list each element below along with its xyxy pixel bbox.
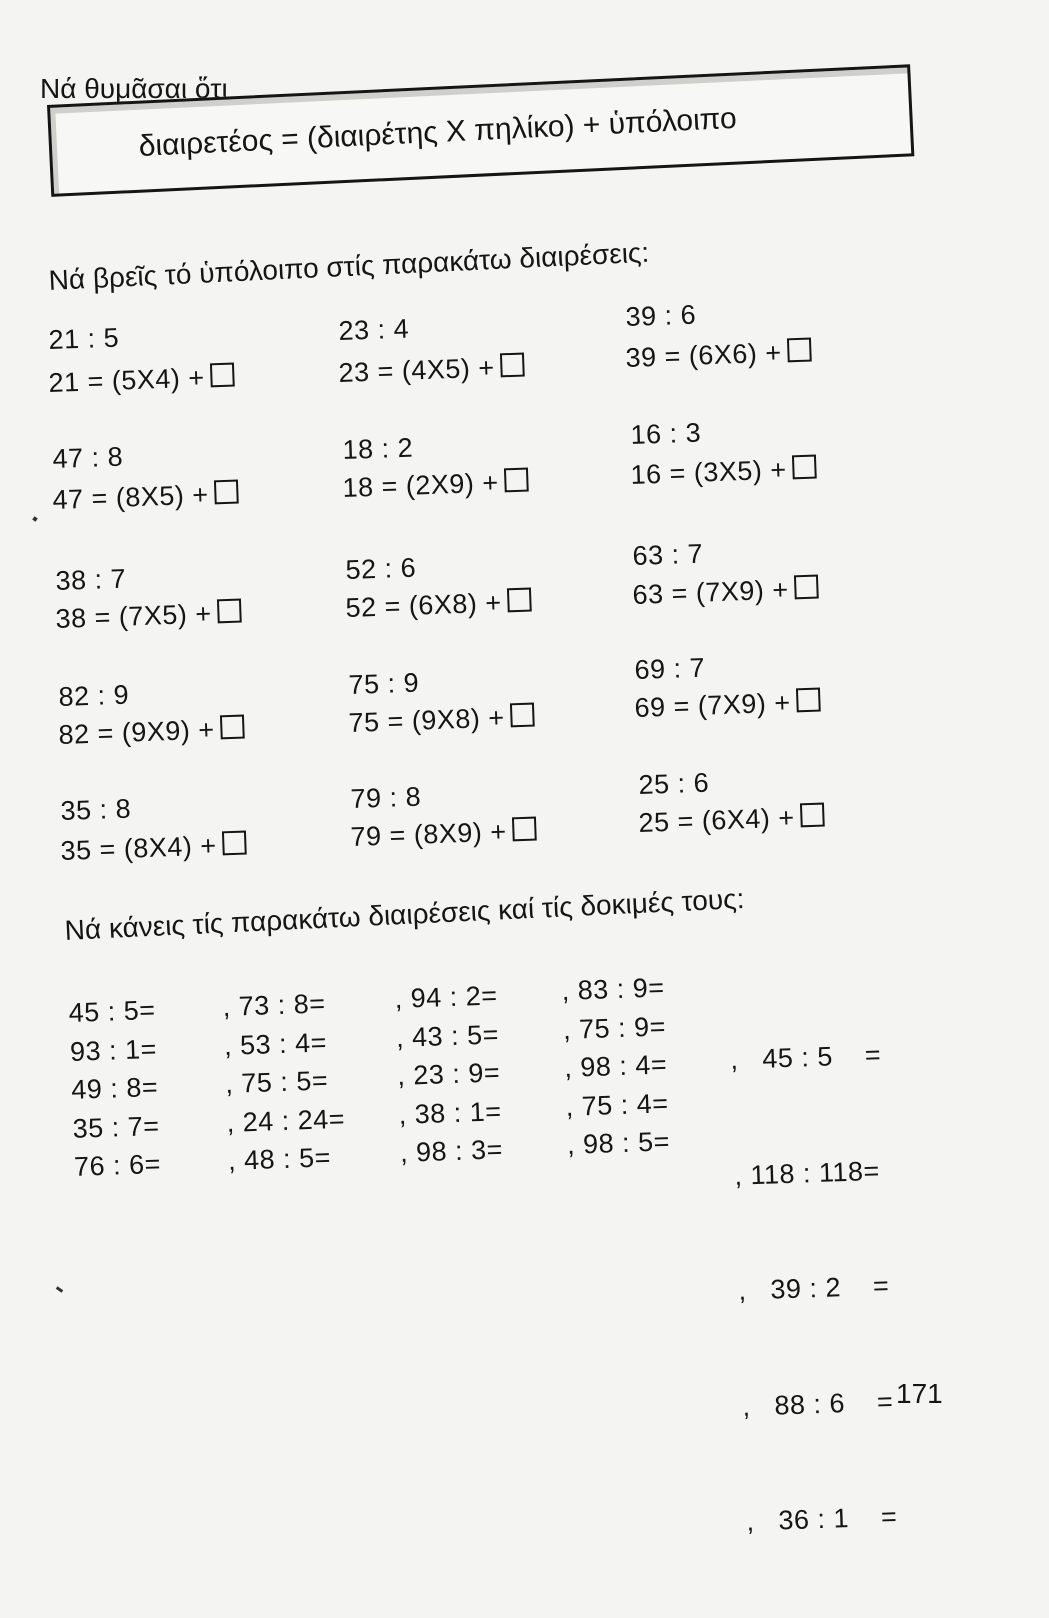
answer-box[interactable] — [510, 703, 535, 728]
exercise-equation: 82 = (9X9) + — [58, 714, 245, 751]
exercise-division: 39 : 6 — [625, 299, 697, 332]
exercise-division: 23 : 4 — [338, 313, 410, 346]
practice-item: , 94 : 2= — [394, 980, 498, 1014]
answer-box[interactable] — [220, 715, 245, 740]
answer-box[interactable] — [504, 468, 529, 493]
exercise-equation: 23 = (4X5) + — [338, 352, 525, 389]
exercise-equation: 38 = (7X5) + — [55, 598, 242, 635]
practice-column — [394, 976, 503, 1172]
answer-box[interactable] — [792, 455, 817, 480]
practice-item: , 98 : 5= — [566, 1126, 671, 1160]
practice-item: 93 : 1= — [69, 1033, 158, 1067]
exercise-equation: 75 = (9X8) + — [348, 702, 535, 739]
section2-title: Νά κάνεις τίς παρακάτω διαιρέσεις καί τίς δοκιμές τους: — [64, 882, 746, 946]
exercise-equation: 21 = (5X4) + — [48, 362, 235, 399]
practice-item: , 75 : 4= — [565, 1087, 669, 1122]
answer-box[interactable] — [794, 575, 819, 600]
exercise-division: 18 : 2 — [342, 432, 414, 465]
answer-box[interactable] — [512, 817, 537, 842]
practice-item: , 39 : 2 = — [737, 1270, 890, 1306]
exercise-division: 38 : 7 — [55, 563, 127, 596]
ink-speck — [32, 516, 38, 522]
page-number: 171 — [896, 1378, 943, 1409]
exercise-equation: 39 = (6X6) + — [625, 337, 812, 374]
practice-item: , 23 : 9= — [396, 1057, 501, 1091]
answer-box[interactable] — [507, 588, 532, 613]
practice-item: , 83 : 9= — [561, 972, 665, 1006]
practice-item: 45 : 5= — [68, 994, 156, 1028]
practice-item: 35 : 7= — [72, 1110, 160, 1144]
exercise-division: 69 : 7 — [634, 652, 706, 685]
practice-item: , 53 : 4= — [223, 1026, 328, 1061]
practice-item: , 43 : 5= — [395, 1018, 500, 1053]
exercise-equation: 79 = (8X9) + — [350, 816, 537, 853]
exercise-equation: 69 = (7X9) + — [634, 687, 821, 724]
exercise-equation: 35 = (8X4) + — [60, 830, 247, 867]
answer-box[interactable] — [222, 831, 247, 856]
practice-item: 76 : 6= — [73, 1148, 162, 1182]
exercise-equation: 25 = (6X4) + — [638, 802, 825, 839]
practice-item: , 98 : 3= — [399, 1134, 504, 1168]
answer-box[interactable] — [217, 599, 242, 624]
remember-label: Νά θυμᾶσαι ὅτι — [40, 73, 228, 104]
answer-box[interactable] — [787, 338, 812, 363]
answer-box[interactable] — [210, 363, 235, 388]
exercise-equation: 47 = (8X5) + — [52, 479, 239, 516]
exercise-division: 52 : 6 — [345, 552, 417, 585]
practice-item: , 88 : 6 = — [741, 1385, 894, 1422]
practice-column — [561, 968, 670, 1164]
practice-item: , 38 : 1= — [398, 1095, 502, 1130]
exercise-division: 35 : 8 — [60, 793, 132, 826]
exercise-division: 79 : 8 — [350, 781, 422, 814]
exercise-division: 82 : 9 — [58, 679, 130, 712]
exercise-equation: 18 = (2X9) + — [342, 467, 529, 504]
exercise-division: 47 : 8 — [52, 441, 124, 474]
answer-box[interactable] — [214, 480, 239, 505]
practice-item: , 118 : 118= — [733, 1155, 881, 1191]
practice-column — [68, 991, 161, 1186]
practice-column — [727, 959, 901, 1618]
answer-box[interactable] — [800, 803, 825, 828]
practice-item: , 48 : 5= — [227, 1142, 332, 1176]
exercise-division: 63 : 7 — [632, 538, 704, 571]
practice-item: , 36 : 1 = — [745, 1501, 898, 1537]
practice-item: , 98 : 4= — [563, 1049, 668, 1083]
exercise-equation: 16 = (3X5) + — [630, 454, 817, 491]
exercise-division: 21 : 5 — [48, 322, 120, 355]
answer-box[interactable] — [500, 353, 525, 378]
exercise-division: 75 : 9 — [348, 667, 420, 700]
exercise-equation: 52 = (6X8) + — [345, 587, 532, 624]
exercise-division: 25 : 6 — [638, 767, 710, 800]
practice-item: , 75 : 9= — [562, 1010, 667, 1045]
practice-column — [222, 984, 347, 1181]
section1-title: Νά βρεῖς τό ὑπόλοιπο στίς παρακάτω διαιρέσεις: — [48, 236, 650, 296]
practice-item: , 75 : 5= — [224, 1065, 329, 1099]
practice-item: , 45 : 5 = — [729, 1039, 882, 1075]
formula-text: διαιρετέος = (διαιρέτης Χ πηλίκο) + ὑπόλοιπο — [138, 101, 738, 163]
practice-item: , 73 : 8= — [222, 988, 326, 1022]
practice-item: , 24 : 24= — [226, 1103, 346, 1138]
ink-speck — [56, 1286, 63, 1292]
exercise-equation: 63 = (7X9) + — [632, 574, 819, 611]
answer-box[interactable] — [796, 688, 821, 713]
exercise-division: 16 : 3 — [630, 417, 702, 450]
practice-item: 49 : 8= — [70, 1071, 159, 1105]
